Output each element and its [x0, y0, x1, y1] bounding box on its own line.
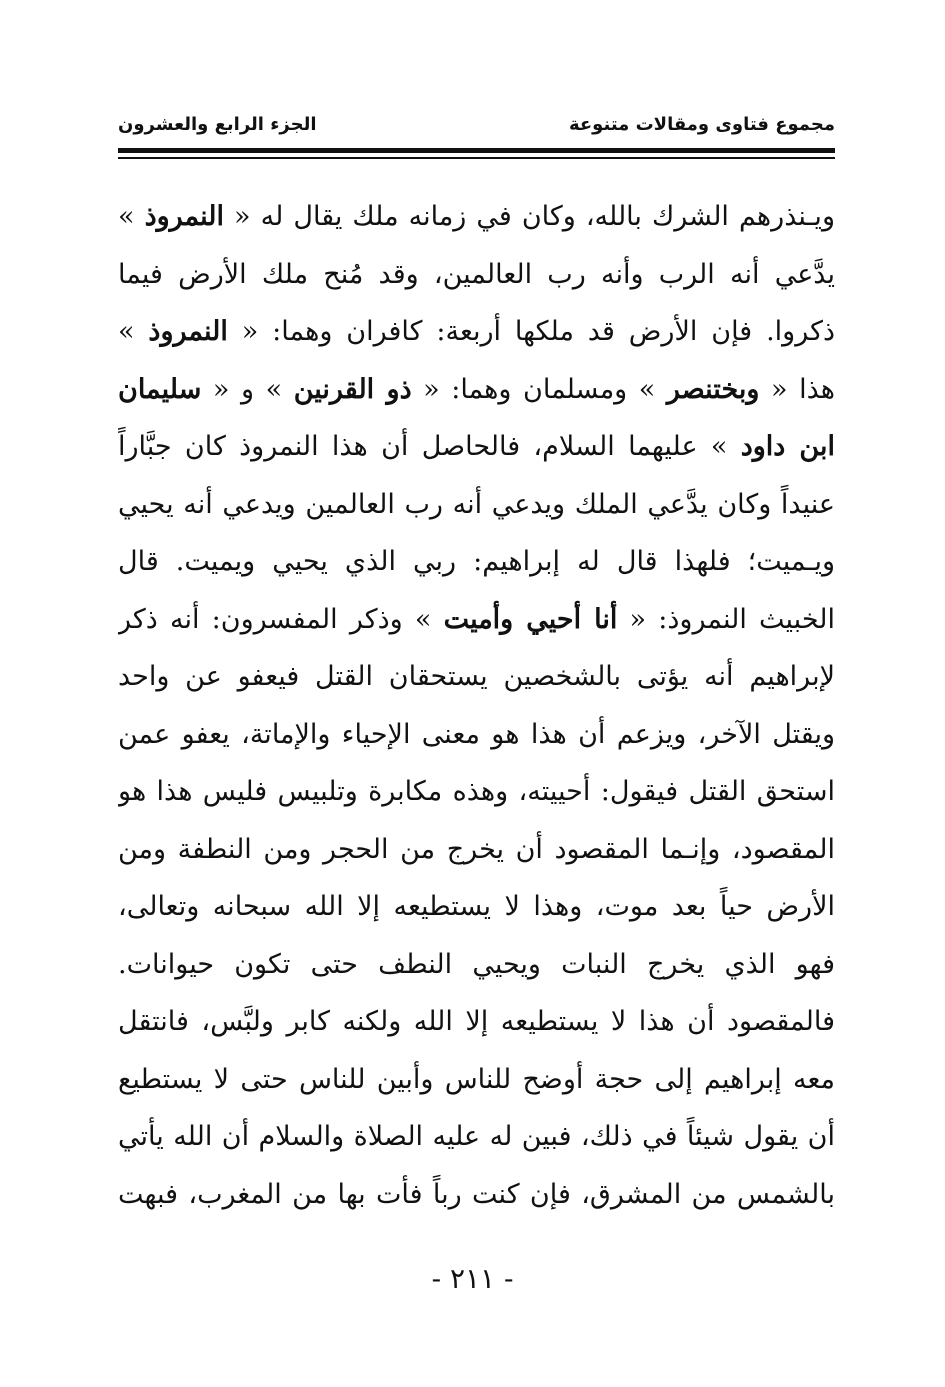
body-text [118, 188, 835, 1223]
header-rule-thin [118, 157, 835, 159]
text-segment: » [118, 201, 145, 232]
text-segment: فالمقصود أن هذا لا يستطيعه إلا الله ولكنه كابر ولبَّس، فانتقل [118, 1006, 835, 1037]
text-line [118, 1051, 835, 1109]
bold-name: وبختنصر [666, 373, 760, 405]
text-line [118, 361, 835, 419]
text-segment: المقصود، وإنـما المقصود أن يخرج من الحجر ومن النطفة ومن [118, 833, 835, 865]
text-line [118, 821, 835, 879]
text-segment: لإبراهيم أنه يؤتى بالشخصين يستحقان القتل فيعفو عن واحد [118, 661, 835, 692]
bold-name: ذو القرنين [293, 373, 412, 405]
text-line [118, 476, 835, 534]
text-segment: يدَّعي أنه الرب وأنه رب العالمين، وقد مُنح ملك الأرض فيما [118, 258, 835, 290]
text-line [118, 591, 835, 649]
text-segment: ويـنذرهم الشرك بالله، وكان في زمانه ملك يقال له « [224, 201, 835, 232]
text-segment: الخبيث النمروذ: « [617, 603, 835, 635]
text-line [118, 188, 835, 246]
header-rule-thick [118, 148, 835, 153]
text-segment: » وذكر المفسرون: أنه ذكر [118, 603, 444, 635]
text-line [118, 878, 835, 936]
text-segment: بالشمس من المشرق، فإن كنت رباً فأت بها من المغرب، فبهت [118, 1178, 835, 1210]
text-segment: » و « [201, 373, 294, 405]
text-line [118, 303, 835, 361]
text-line [118, 706, 835, 764]
page-number: - ٢١١ - [431, 1262, 514, 1295]
page-header [118, 110, 835, 146]
text-segment: ويـميت؛ فلهذا قال له إبراهيم: ربي الذي يحيي ويميت. قال [118, 546, 835, 577]
volume-label: الجزء الرابع والعشرون [118, 114, 317, 135]
text-line [118, 763, 835, 821]
text-segment: هذا « [759, 373, 835, 405]
text-line [118, 1108, 835, 1166]
text-segment: استحق القتل فيقول: أحييته، وهذه مكابرة وتلبيس فليس هذا هو [118, 776, 835, 807]
bold-name: أنا أحيي وأميت [443, 603, 618, 635]
text-line [118, 648, 835, 706]
text-segment: » عليهما السلام، فالحاصل أن هذا النمروذ كان جبَّاراً [118, 431, 741, 462]
bold-name: سليمان [118, 373, 202, 405]
text-segment: » [118, 316, 149, 347]
text-segment: معه إبراهيم إلى حجة أوضح للناس وأبين للناس حتى لا يستطيع [118, 1063, 835, 1095]
text-segment: فهو الذي يخرج النبات ويحيي النطف حتى تكون حيوانات. [118, 948, 835, 980]
text-line [118, 1166, 835, 1224]
text-line [118, 533, 835, 591]
bold-name: ابن داود [740, 431, 835, 462]
text-segment: ذكروا. فإن الأرض قد ملكها أربعة: كافران وهما: « [227, 316, 835, 347]
text-segment: عنيداً وكان يدَّعي الملك ويدعي أنه رب العالمين ويدعي أنه يحيي [118, 488, 835, 520]
text-line [118, 993, 835, 1051]
bold-name: النمروذ [144, 201, 225, 232]
text-segment: » ومسلمان وهما: « [411, 373, 667, 405]
text-segment: أن يقول شيئاً في ذلك، فبين له عليه الصلاة والسلام أن الله يأتي [118, 1121, 835, 1152]
text-segment: الأرض حياً بعد موت، وهذا لا يستطيعه إلا الله سبحانه وتعالى، [118, 891, 835, 922]
text-segment: ويقتل الآخر، ويزعم أن هذا هو معنى الإحياء والإماتة، يعفو عمن [118, 718, 835, 750]
text-line [118, 936, 835, 994]
text-line [118, 418, 835, 476]
text-line [118, 246, 835, 304]
bold-name: النمروذ [148, 316, 228, 347]
book-title: مجموع فتاوى ومقالات متنوعة [568, 114, 835, 135]
